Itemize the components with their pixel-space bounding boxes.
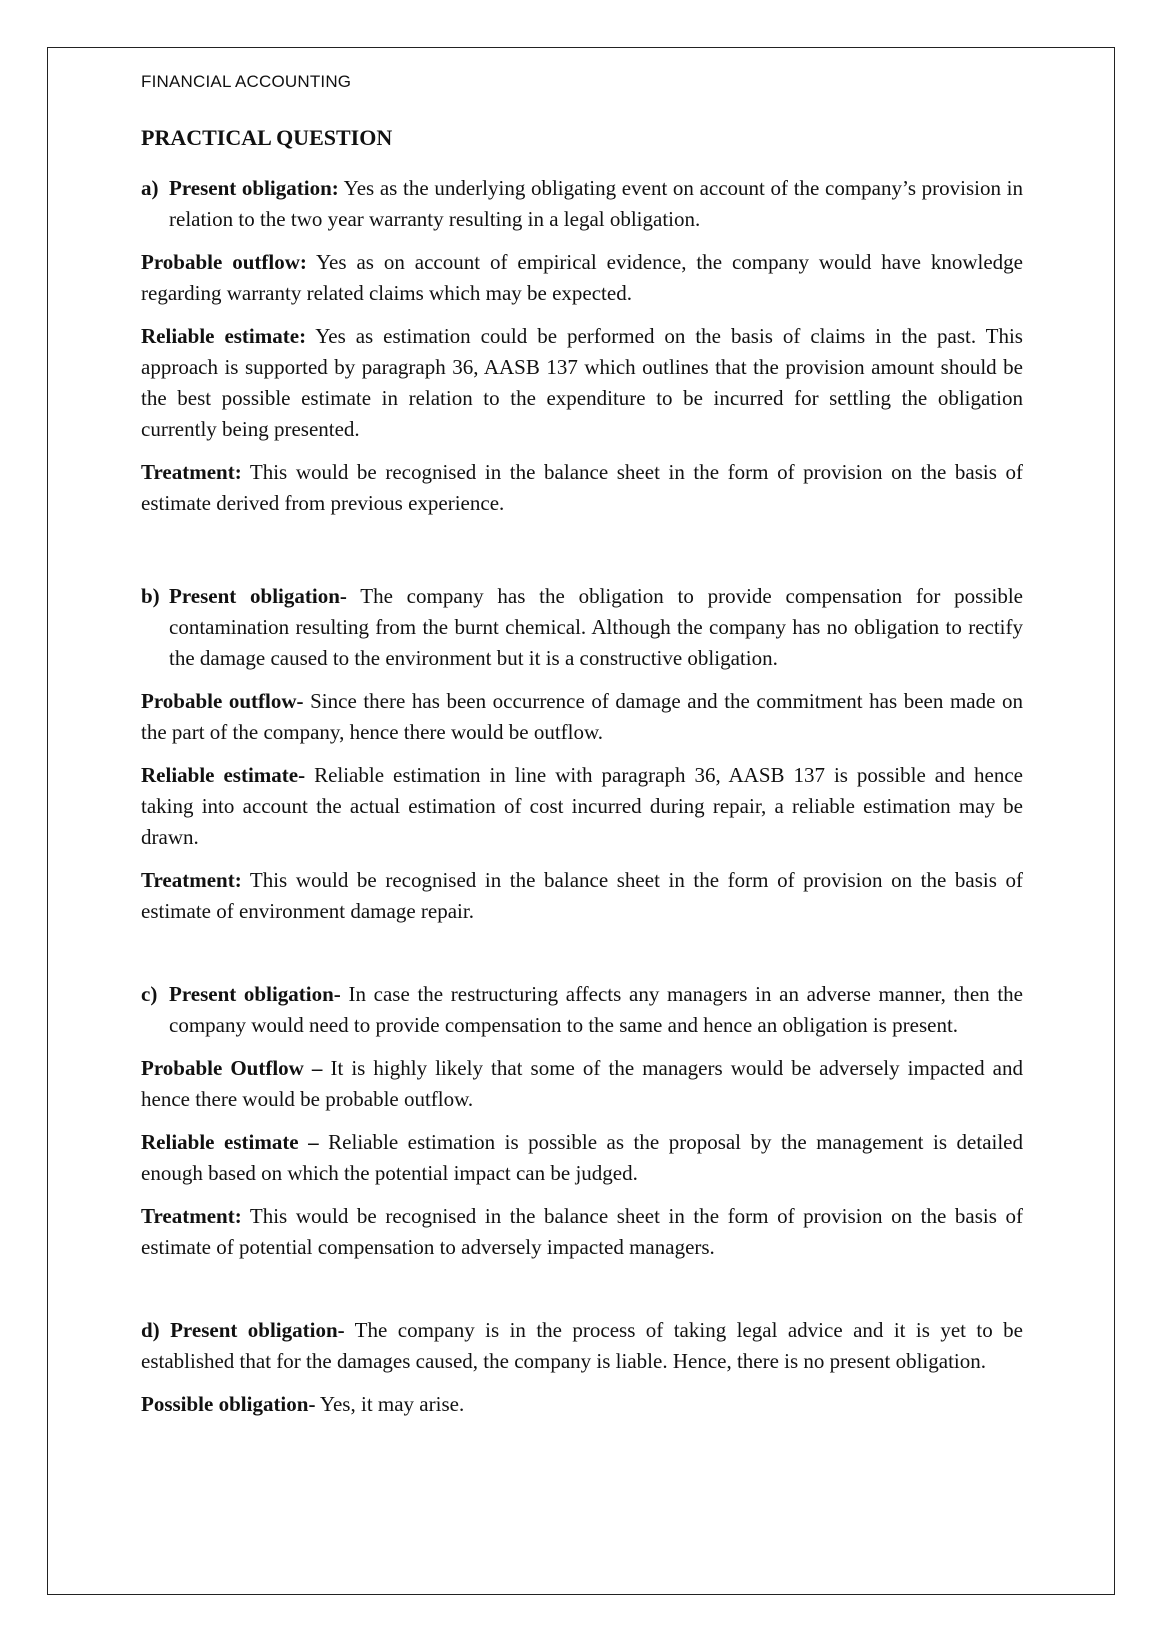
list-marker: a): [141, 176, 159, 200]
section-a-probable-outflow: [141, 247, 1023, 309]
paragraph-text: Reliable estimation is possible as the proposal by the management is detailed enough based on which the potential impact can be judged.: [141, 1130, 1024, 1185]
paragraph-label: Present obligation:: [169, 176, 339, 200]
section-d-present-obligation: [141, 1315, 1023, 1377]
section-c-treatment: [141, 1201, 1023, 1263]
section-a: [141, 173, 1023, 519]
paragraph-label: Present obligation-: [169, 584, 347, 608]
section-b-probable-outflow: [141, 686, 1023, 748]
section-b-reliable-estimate: [141, 760, 1023, 853]
paragraph-label: Present obligation-: [170, 1318, 345, 1342]
paragraph-label: Present obligation-: [169, 982, 341, 1006]
paragraph-label: Reliable estimate –: [141, 1130, 319, 1154]
page-title: PRACTICAL QUESTION: [141, 125, 393, 150]
paragraph-text: The company has the obligation to provide compensation for possible contamination resulting from the burnt chemical. Although the company has no obligation to rectify the damage caused to the environment but it is a constructive obligation.: [169, 584, 1023, 670]
running-header: FINANCIAL ACCOUNTING: [141, 72, 352, 91]
paragraph-label: Treatment:: [141, 868, 242, 892]
section-b-treatment: [141, 865, 1023, 927]
section-d: [141, 1315, 1023, 1420]
paragraph-text: This would be recognised in the balance sheet in the form of provision on the basis of estimate derived from previous experience.: [141, 460, 1023, 515]
paragraph-text: Since there has been occurrence of damage and the commitment has been made on the part of the company, hence there would be outflow.: [141, 689, 1023, 744]
list-marker: c): [141, 982, 158, 1006]
document-body: [141, 72, 1023, 1432]
section-c: [141, 979, 1023, 1263]
paragraph-text: It is highly likely that some of the managers would be adversely impacted and hence there would be probable outflow.: [141, 1056, 1023, 1111]
paragraph-text: In case the restructuring affects any managers in an adverse manner, then the company would need to provide compensation to the same and hence an obligation is present.: [169, 982, 1023, 1037]
paragraph-text: Yes as estimation could be performed on the basis of claims in the past. This approach is supported by paragraph 36, AASB 137 which outlines that the provision amount should be the best possible estimate in relation to the expenditure to be incurred for settling the obligation currently being presented.: [141, 324, 1023, 441]
section-c-reliable-estimate: [141, 1127, 1023, 1189]
section-d-possible-obligation: [141, 1389, 1023, 1420]
section-b-present-obligation: [141, 581, 1023, 674]
list-marker: d): [141, 1318, 160, 1342]
section-a-treatment: [141, 457, 1023, 519]
paragraph-text: Yes as on account of empirical evidence, the company would have knowledge regarding warranty related claims which may be expected.: [141, 250, 1023, 305]
paragraph-label: Probable outflow-: [141, 689, 304, 713]
paragraph-text: Yes as the underlying obligating event on account of the company’s provision in relation to the two year warranty resulting in a legal obligation.: [169, 176, 1023, 231]
paragraph-text: Yes, it may arise.: [315, 1392, 465, 1416]
section-c-probable-outflow: [141, 1053, 1023, 1115]
section-a-reliable-estimate: [141, 321, 1023, 445]
paragraph-label: Probable Outflow –: [141, 1056, 323, 1080]
paragraph-label: Reliable estimate:: [141, 324, 307, 348]
paragraph-text: This would be recognised in the balance sheet in the form of provision on the basis of estimate of potential compensation to adversely impacted managers.: [141, 1204, 1023, 1259]
section-a-present-obligation: [141, 173, 1023, 235]
paragraph-label: Probable outflow:: [141, 250, 307, 274]
paragraph-label: Reliable estimate-: [141, 763, 306, 787]
paragraph-text: Reliable estimation in line with paragraph 36, AASB 137 is possible and hence taking into account the actual estimation of cost incurred during repair, a reliable estimation may be drawn.: [141, 763, 1023, 849]
paragraph-label: Treatment:: [141, 1204, 242, 1228]
paragraph-label: Treatment:: [141, 460, 242, 484]
section-b: [141, 581, 1023, 927]
paragraph-text: This would be recognised in the balance sheet in the form of provision on the basis of estimate of environment damage repair.: [141, 868, 1023, 923]
paragraph-text: The company is in the process of taking legal advice and it is yet to be established that for the damages caused, the company is liable. Hence, there is no present obligation.: [141, 1318, 1023, 1373]
list-marker: b): [141, 584, 160, 608]
section-c-present-obligation: [141, 979, 1023, 1041]
paragraph-label: Possible obligation-: [141, 1392, 316, 1416]
